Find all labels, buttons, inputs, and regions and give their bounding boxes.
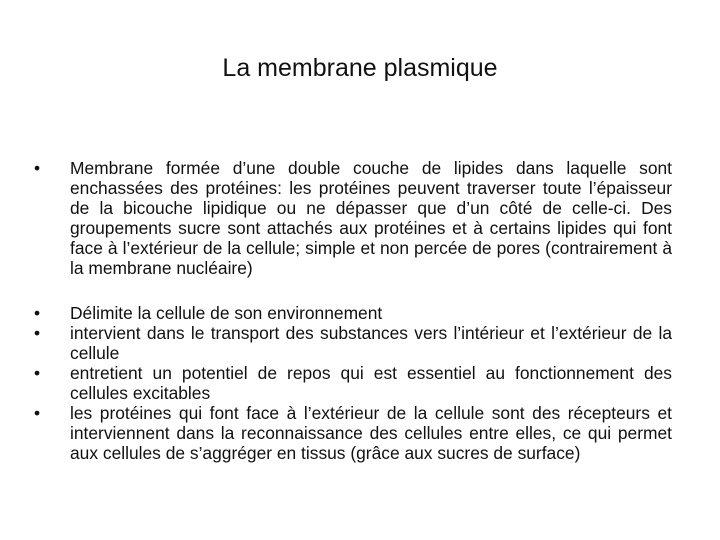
bullet-text: Délimite la cellule de son environnement: [70, 303, 383, 323]
bullet-icon: •: [34, 303, 41, 323]
bullet-icon: •: [34, 323, 41, 343]
bullet-text: entretient un potentiel de repos qui est essentiel au fonctionnement des cellules excitables: [70, 363, 672, 403]
bullet-icon: •: [34, 403, 41, 423]
bullet-icon: •: [34, 363, 41, 383]
bullet-item: [34, 403, 672, 463]
bullet-list-functions: [34, 303, 672, 463]
bullet-item: [34, 363, 672, 403]
bullet-text: les protéines qui font face à l’extérieur de la cellule sont des récepteurs et interviennent dans la reconnaissance des cellules entre elles, ce qui permet aux cellules de s’aggréger en tissus (grâce aux sucres de surface): [70, 403, 672, 463]
bullet-item: [34, 158, 672, 278]
bullet-text: intervient dans le transport des substances vers l’intérieur et l’extérieur de la cellule: [70, 323, 672, 363]
bullet-item: [34, 323, 672, 363]
bullet-icon: •: [34, 158, 41, 178]
bullet-item: [34, 303, 672, 323]
slide-title: La membrane plasmique: [222, 54, 498, 82]
bullet-list-intro: [34, 158, 672, 278]
bullet-text: Membrane formée d’une double couche de lipides dans laquelle sont enchassées des protéines: les protéines peuvent traverser toute l’épaisseur de la bicouche lipidique ou ne dépasser que d’un côté de celle-ci. Des groupements sucre sont attachés aux protéines et à certains lipides qui font face à l’extérieur de la cellule; simple et non percée de pores (contrairement à la membrane nucléaire): [70, 158, 672, 278]
